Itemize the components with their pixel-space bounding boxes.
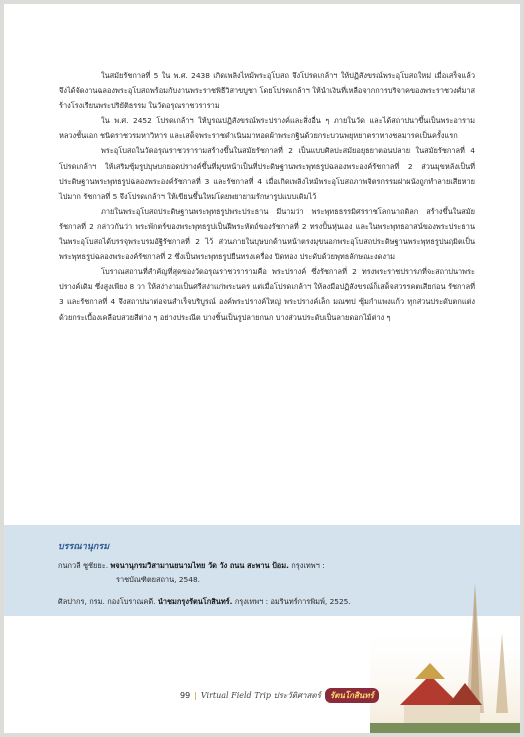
- paragraph-5: โบราณสถานที่สำคัญที่สุดของวัดอรุณราชวรารามคือ พระปรางค์ ซึ่งรัชกาลที่ 2 ทรงพระราชปรารภที่จะสถาปนาพระปรางค์เดิม ซึ่งสูงเพียง 8 วา ให้สง่างามเป็นศรีสง่าแก่พระนคร แต่เมื่อโปรดเกล้าฯ ให้ลงมือปฏิสังขรณ์ก็เสด็จสวรรคตเสียก่อน รัชกาลที่ 3 และรัชกาลที่ 4 จึงสถาปนาต่อจนสำเร็จบริบูรณ์ องค์พระปรางค์ใหญ่ พระปรางค์เล็ก มณฑป ซุ้มกำแพงแก้ว ทุกส่วนประดับตกแต่งด้วยกระเบื้องเคลือบสวยสีต่าง ๆ อย่างประณีต บางชิ้นเป็นรูปลายกนก บางส่วนประดับเป็นลายดอกไม้ต่าง ๆ: [59, 267, 475, 322]
- series-title: Virtual Field Trip ประวัติศาสตร์: [200, 691, 321, 700]
- body-text: [59, 68, 475, 325]
- document-page: [4, 4, 520, 733]
- bibliography-heading: บรรณานุกรม: [58, 542, 110, 552]
- paragraph-1: ในสมัยรัชกาลที่ 5 ใน พ.ศ. 2438 เกิดเพลิงไหม้พระอุโบสถ จึงโปรดเกล้าฯ ให้ปฏิสังขรณ์พระอุโบสถใหม่ เมื่อเสร็จแล้วจึงได้จัดงานฉลองพระอุโบสถพร้อมกับงานพระราชพิธีวิสาขบูชา โดยโปรดเกล้าฯ ให้นำเงินที่เหลือจากการบริจาคของพระราชวงศ์มาสร้างโรงเรียนพระปริยัติธรรม ในวัดอรุณราชวราราม: [59, 71, 475, 111]
- series-badge: รัตนโกสินทร์: [325, 688, 379, 703]
- page-footer: [180, 688, 379, 703]
- reference-author: ศิลปากร, กรม. กองโบราณคดี.: [58, 597, 156, 606]
- reference-publisher-continued: ราชบัณฑิตยสถาน, 2548.: [116, 575, 200, 584]
- temple-illustration: [370, 563, 520, 733]
- reference-publisher: กรุงเทพฯ :: [291, 561, 325, 570]
- paragraph-3: พระอุโบสถในวัดอรุณราชวรารามสร้างขึ้นในสมัยรัชกาลที่ 2 เป็นแบบศิลปะสมัยอยุธยาตอนปลาย ในสมัยรัชกาลที่ 4 โปรดเกล้าฯ ให้เสริมซุ้มรูปบุษบกยอดปรางค์ขึ้นที่มุขหน้าเป็นที่ประดิษฐานพระพุทธรูปฉลองพระองค์รัชกาลที่ 2 ส่วนมุขหลังเป็นที่ประดิษฐานพระพุทธรูปฉลองพระองค์รัชกาลที่ 3 และรัชกาลที่ 4 เมื่อเกิดเพลิงไหม้พระอุโบสถภาพจิตรกรรมฝาผนังถูกทำลายเสียหายไปมาก รัชกาลที่ 5 จึงโปรดเกล้าฯ ให้เขียนขึ้นใหม่โดยพยายามรักษารูปแบบเดิมไว้: [59, 146, 475, 201]
- reference-author: กนกวลี ชูชัยยะ.: [58, 561, 109, 570]
- page-number: 99: [180, 691, 191, 700]
- footer-separator: |: [194, 691, 197, 700]
- reference-publisher: กรุงเทพฯ : อมรินทร์การพิมพ์, 2525.: [234, 597, 351, 606]
- paragraph-2: ใน พ.ศ. 2452 โปรดเกล้าฯ ให้บูรณปฏิสังขรณ์พระปรางค์และสิ่งอื่น ๆ ภายในวัด และได้สถาปนาขึ้นเป็นพระอารามหลวงชั้นเอก ชนิดราชวรมหาวิหาร และเสด็จพระราชดำเนินมาทอดผ้าพระกฐินด้วยกระบวนพยุหยาตราทางชลมารคเป็นครั้งแรก: [59, 116, 475, 141]
- reference-title: นำชมกรุงรัตนโกสินทร์.: [157, 597, 233, 606]
- paragraph-4: ภายในพระอุโบสถประดิษฐานพระพุทธรูปพระประธาน มีนามว่า พระพุทธธรรมิศรราชโลกนาถดิลก สร้างขึ้นในสมัยรัชกาลที่ 2 กล่าวกันว่า พระพักตร์ของพระพุทธรูปเป็นฝีพระหัตถ์ของรัชกาลที่ 2 ทรงปั้นหุ่นเอง และในพระพุทธอาสน์ของพระประธานในพระอุโบสถได้บรรจุพระบรมอัฐิรัชกาลที่ 2 ไว้ ส่วนภายในบุษบกด้านหน้าตรงมุขนอกพระอุโบสถประดิษฐานพระพุทธรูปนฤมิตเป็นพระพุทธรูปฉลองพระองค์รัชกาลที่ 2 ซึ่งเป็นพระพุทธรูปยืนทรงเครื่อง ปิดทอง ประดับด้วยพุทธลักษณะงดงาม: [59, 206, 475, 262]
- reference-title: พจนานุกรมวิสามานยนามไทย วัด วัง ถนน สะพาน ป้อม.: [110, 561, 289, 570]
